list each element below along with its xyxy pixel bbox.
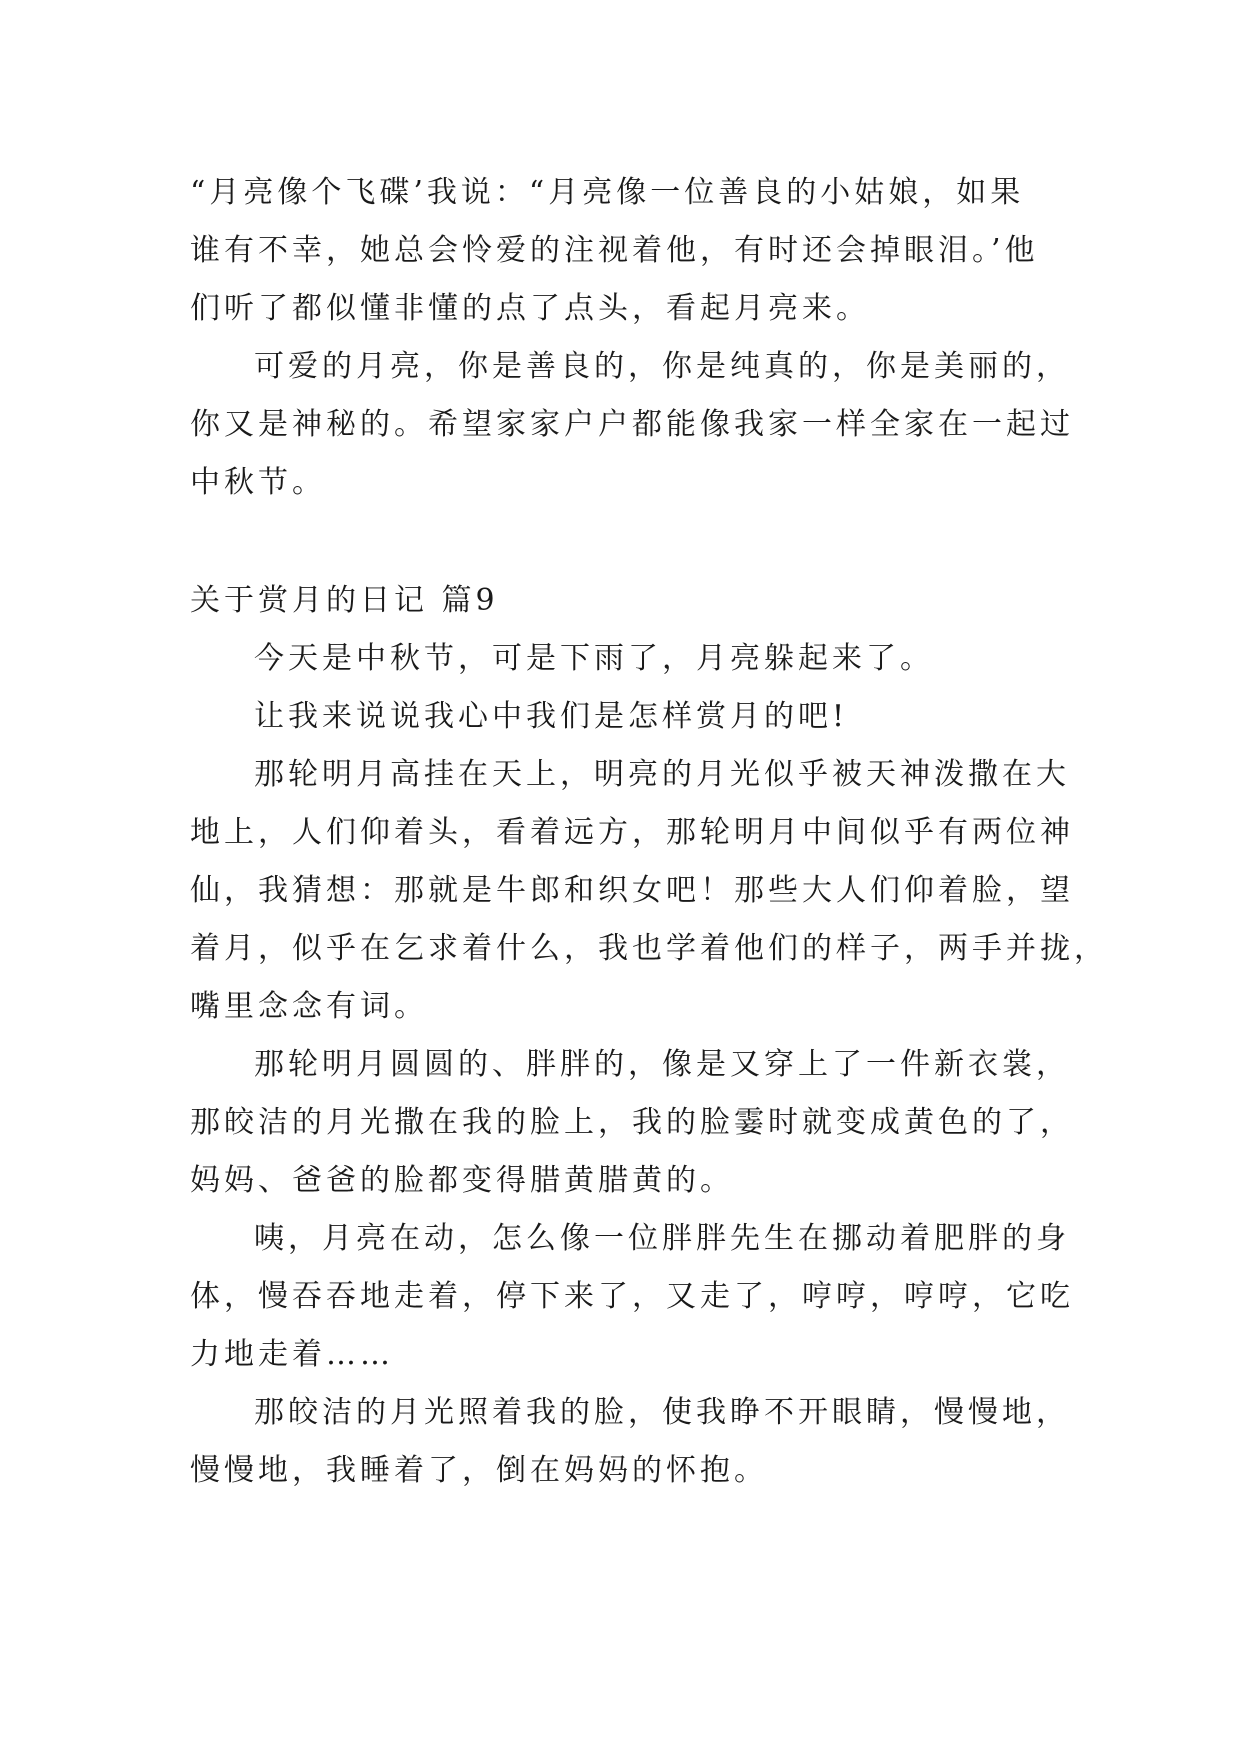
article-heading: 关于赏月的日记 篇9: [190, 583, 499, 618]
paragraph: [190, 338, 1074, 512]
text-line: 嘴里念念有词。: [190, 989, 428, 1024]
text-line: 可爱的月亮，你是善良的，你是纯真的，你是美丽的，: [254, 349, 1070, 384]
text-line: 那皎洁的月光撒在我的脸上，我的脸霎时就变成黄色的了，: [190, 1105, 1074, 1140]
text-line: 那轮明月高挂在天上，明亮的月光似乎被天神泼撒在大: [254, 757, 1070, 792]
text-line: 那轮明月圆圆的、胖胖的，像是又穿上了一件新衣裳，: [254, 1047, 1070, 1082]
text-line: 着月，似乎在乞求着什么，我也学着他们的样子，两手并拢，: [190, 931, 1108, 966]
paragraph: [190, 746, 1108, 1036]
text-line: 那皎洁的月光照着我的脸，使我睁不开眼睛，慢慢地，: [254, 1395, 1070, 1430]
text-line: 你又是神秘的。希望家家户户都能像我家一样全家在一起过: [190, 407, 1074, 442]
text-line: 妈妈、爸爸的脸都变得腊黄腊黄的。: [190, 1163, 734, 1198]
text-line: 力地走着……: [190, 1337, 394, 1372]
paragraph: [190, 1036, 1074, 1210]
text-line: “月亮像个飞碟’我说：“月亮像一位善良的小姑娘，如果: [190, 175, 1025, 210]
text-line: 中秋节。: [190, 465, 326, 500]
text-line: 谁有不幸，她总会怜爱的注视着他，有时还会掉眼泪。’他: [190, 233, 1039, 268]
text-line: 地上，人们仰着头，看着远方，那轮明月中间似乎有两位神: [190, 815, 1074, 850]
paragraph: [190, 164, 1070, 338]
text-line: 体，慢吞吞地走着，停下来了，又走了，哼哼，哼哼，它吃: [190, 1279, 1074, 1314]
paragraph: [190, 688, 1070, 746]
paragraph: [190, 1210, 1074, 1384]
paragraph: [190, 1384, 1070, 1500]
text-line: 今天是中秋节，可是下雨了，月亮躲起来了。: [254, 641, 934, 676]
text-line: 慢慢地，我睡着了，倒在妈妈的怀抱。: [190, 1453, 768, 1488]
text-line: 仙，我猜想：那就是牛郎和织女吧！那些大人们仰着脸，望: [190, 873, 1074, 908]
text-line: 咦，月亮在动，怎么像一位胖胖先生在挪动着肥胖的身: [254, 1221, 1070, 1256]
text-line: 让我来说说我心中我们是怎样赏月的吧!: [254, 699, 849, 734]
paragraph: [190, 630, 1070, 688]
text-line: 们听了都似懂非懂的点了点头，看起月亮来。: [190, 291, 870, 326]
document-body: [190, 164, 1108, 1500]
